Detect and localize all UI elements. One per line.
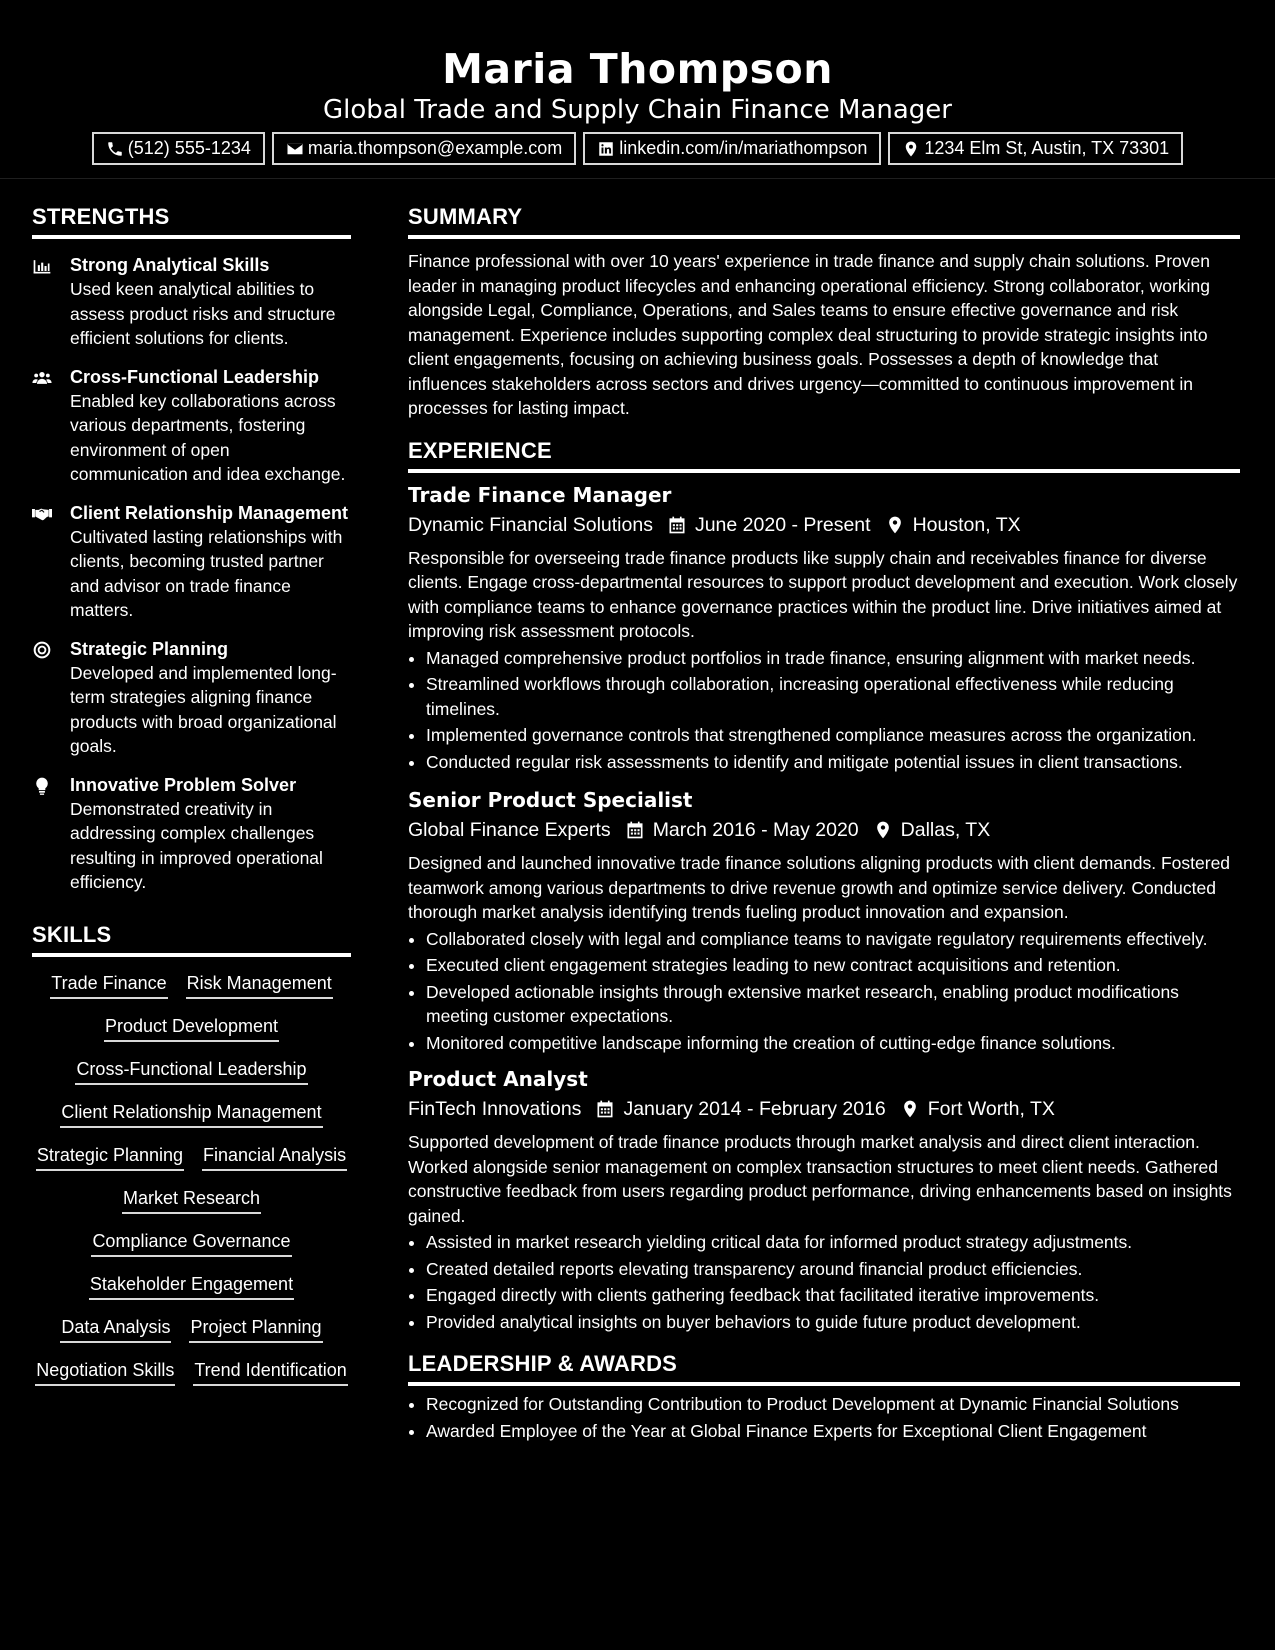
job-meta [408, 509, 1240, 541]
lightbulb-icon [32, 776, 52, 796]
job-bullets [408, 646, 1240, 775]
job-description: Responsible for overseeing trade finance products like supply chain and receivables finance for diverse clients. Engage cross-departmental resources to support product development and execution. Work closely with compliance teams to enhance governance practices within the product line. Drive initiatives aimed at improving risk assessment protocols. [408, 547, 1238, 641]
skills-heading: SKILLS [32, 921, 351, 957]
job-bullet: • Monitored competitive landscape informing the creation of cutting-edge finance solutions. [426, 1031, 1240, 1056]
strength-item [32, 253, 351, 351]
calendar-icon [625, 820, 645, 840]
resume-header [0, 0, 1275, 179]
candidate-name: Maria Thompson [442, 45, 833, 93]
job-entry [408, 481, 1240, 775]
skill-tag: Financial Analysis [202, 1143, 347, 1171]
job-bullet: • Developed actionable insights through extensive market research, enabling product modifications meeting customer expectations. [426, 980, 1240, 1029]
contact-phone-text: (512) 555-1234 [127, 138, 251, 158]
awards-list [408, 1392, 1240, 1443]
strength-desc: Used keen analytical abilities to assess product risks and structure efficient solutions for clients. [70, 279, 336, 348]
job-bullet: • Created detailed reports elevating transparency around financial product efficiencies. [426, 1257, 1240, 1282]
right-column [408, 203, 1240, 1445]
strength-name: Strong Analytical Skills [70, 255, 270, 275]
candidate-title: Global Trade and Supply Chain Finance Manager [323, 95, 952, 125]
strength-desc: Demonstrated creativity in addressing complex challenges resulting in improved operational efficiency. [70, 798, 323, 892]
experience-heading: EXPERIENCE [408, 437, 1240, 473]
skill-tag: Trend Identification [193, 1358, 347, 1386]
email-icon [286, 140, 304, 158]
job-location: Houston, TX [912, 513, 1021, 536]
skill-tag: Cross-Functional Leadership [75, 1057, 307, 1085]
job-entry [408, 1065, 1240, 1334]
users-icon [32, 368, 52, 388]
contact-bar [0, 132, 1275, 165]
location-pin-icon [885, 515, 905, 535]
target-icon [32, 640, 52, 660]
job-bullet: • Implemented governance controls that strengthened compliance measures across the organization. [426, 723, 1240, 748]
contact-email-text: maria.thompson@example.com [307, 138, 563, 158]
job-bullet: • Assisted in market research yielding critical data for informed product strategy adjustments. [426, 1230, 1240, 1255]
handshake-icon [32, 504, 52, 524]
job-bullet: • Collaborated closely with legal and compliance teams to navigate regulatory requirements effectively. [426, 927, 1240, 952]
job-description: Supported development of trade finance products through market analysis and direct client interaction. Worked alongside senior management on complex transaction structures to meet client needs. Gathered constructive feedback from users regarding product performance, driving enhancements based on insights gained. [408, 1132, 1232, 1226]
calendar-icon [595, 1099, 615, 1119]
job-bullet: • Managed comprehensive product portfolios in trade finance, ensuring alignment with market needs. [426, 646, 1240, 671]
strength-item [32, 637, 351, 759]
strength-desc: Developed and implemented long-term strategies aligning finance products with broad organizational goals. [70, 662, 337, 756]
skill-tag: Strategic Planning [36, 1143, 184, 1171]
skill-tag: Project Planning [189, 1315, 322, 1343]
strength-name: Innovative Problem Solver [70, 774, 297, 795]
contact-email[interactable] [272, 132, 576, 165]
job-entry [408, 786, 1240, 1055]
skill-tag: Trade Finance [50, 971, 167, 999]
summary-text: Finance professional with over 10 years' experience in trade finance and supply chain solutions. Proven leader in managing product lifecycles and enhancing operational efficiency. Strong collaborator, working alongside Legal, Compliance, Operations, and Sales teams to ensure effective governance and risk management. Experience includes supporting complex deal structuring to provide strategic insights into client engagements, focusing on achieving business goals. Possesses a depth of knowledge that influences stakeholders across sectors and drives urgency—committed to continuous improvement in processes for lasting impact. [408, 251, 1211, 418]
job-title: Product Analyst [408, 1067, 588, 1091]
contact-address [888, 132, 1183, 165]
phone-icon [106, 140, 124, 158]
location-pin-icon [902, 140, 920, 158]
calendar-icon [667, 515, 687, 535]
left-column [32, 203, 351, 1386]
strength-name: Client Relationship Management [70, 502, 349, 523]
contact-address-text: 1234 Elm St, Austin, TX 73301 [924, 138, 1170, 158]
bar-chart-icon [32, 256, 52, 276]
skill-tag: Stakeholder Engagement [89, 1272, 294, 1300]
skill-tag: Compliance Governance [91, 1229, 291, 1257]
strength-name: Strategic Planning [70, 638, 229, 659]
job-bullet: • Provided analytical insights on buyer behaviors to guide future product development. [426, 1310, 1240, 1335]
skill-tag: Client Relationship Management [60, 1100, 322, 1128]
strength-item [32, 365, 351, 487]
job-bullet: • Executed client engagement strategies leading to new contract acquisitions and retention. [426, 953, 1240, 978]
summary-heading: SUMMARY [408, 203, 1240, 239]
job-dates: March 2016 - May 2020 [652, 819, 859, 841]
job-dates: January 2014 - February 2016 [623, 1098, 886, 1120]
job-meta [408, 814, 1240, 846]
strengths-heading: STRENGTHS [32, 203, 351, 239]
award-item: • Recognized for Outstanding Contribution to Product Development at Dynamic Financial Solutions [426, 1392, 1240, 1417]
job-location: Dallas, TX [900, 819, 991, 841]
contact-phone[interactable] [92, 132, 265, 165]
job-company: Global Finance Experts [408, 819, 611, 841]
job-bullets [408, 927, 1240, 1056]
job-title: Trade Finance Manager [408, 482, 672, 507]
job-bullet: • Conducted regular risk assessments to identify and mitigate potential issues in client transactions. [426, 750, 1240, 775]
strength-item [32, 501, 351, 623]
strength-name: Cross-Functional Leadership [70, 366, 320, 387]
job-meta [408, 1093, 1240, 1125]
strength-desc: Enabled key collaborations across various departments, fostering environment of open communication and idea exchange. [70, 390, 346, 484]
linkedin-icon [597, 140, 615, 158]
skill-tag: Negotiation Skills [35, 1358, 175, 1386]
strength-item [32, 773, 351, 895]
skill-tag: Market Research [122, 1186, 261, 1214]
location-pin-icon [900, 1099, 920, 1119]
skill-tag: Product Development [104, 1014, 279, 1042]
skills-list [32, 971, 351, 1386]
job-dates: June 2020 - Present [694, 513, 871, 536]
job-location: Fort Worth, TX [927, 1098, 1055, 1120]
job-description: Designed and launched innovative trade finance solutions aligning products with client demands. Fostered teamwork among various departments to drive revenue growth and optimize service delivery. Conducted thorough market analysis identifying trends fueling product innovation and expansion. [408, 853, 1231, 922]
job-title: Senior Product Specialist [408, 788, 693, 812]
skill-tag: Risk Management [186, 971, 333, 999]
job-company: FinTech Innovations [408, 1098, 582, 1120]
contact-linkedin[interactable] [583, 132, 881, 165]
location-pin-icon [873, 820, 893, 840]
strength-desc: Cultivated lasting relationships with clients, becoming trusted partner and advisor on trade finance matters. [70, 526, 343, 620]
job-bullets [408, 1230, 1240, 1334]
awards-heading: LEADERSHIP & AWARDS [408, 1350, 1240, 1386]
job-bullet: • Streamlined workflows through collaboration, increasing operational effectiveness while reducing timelines. [426, 672, 1240, 721]
skill-tag: Data Analysis [60, 1315, 171, 1343]
job-company: Dynamic Financial Solutions [408, 513, 653, 536]
job-bullet: • Engaged directly with clients gathering feedback that facilitated iterative improvements. [426, 1283, 1240, 1308]
award-item: • Awarded Employee of the Year at Global Finance Experts for Exceptional Client Engagement [426, 1419, 1240, 1444]
contact-linkedin-text: linkedin.com/in/mariathompson [619, 138, 868, 158]
